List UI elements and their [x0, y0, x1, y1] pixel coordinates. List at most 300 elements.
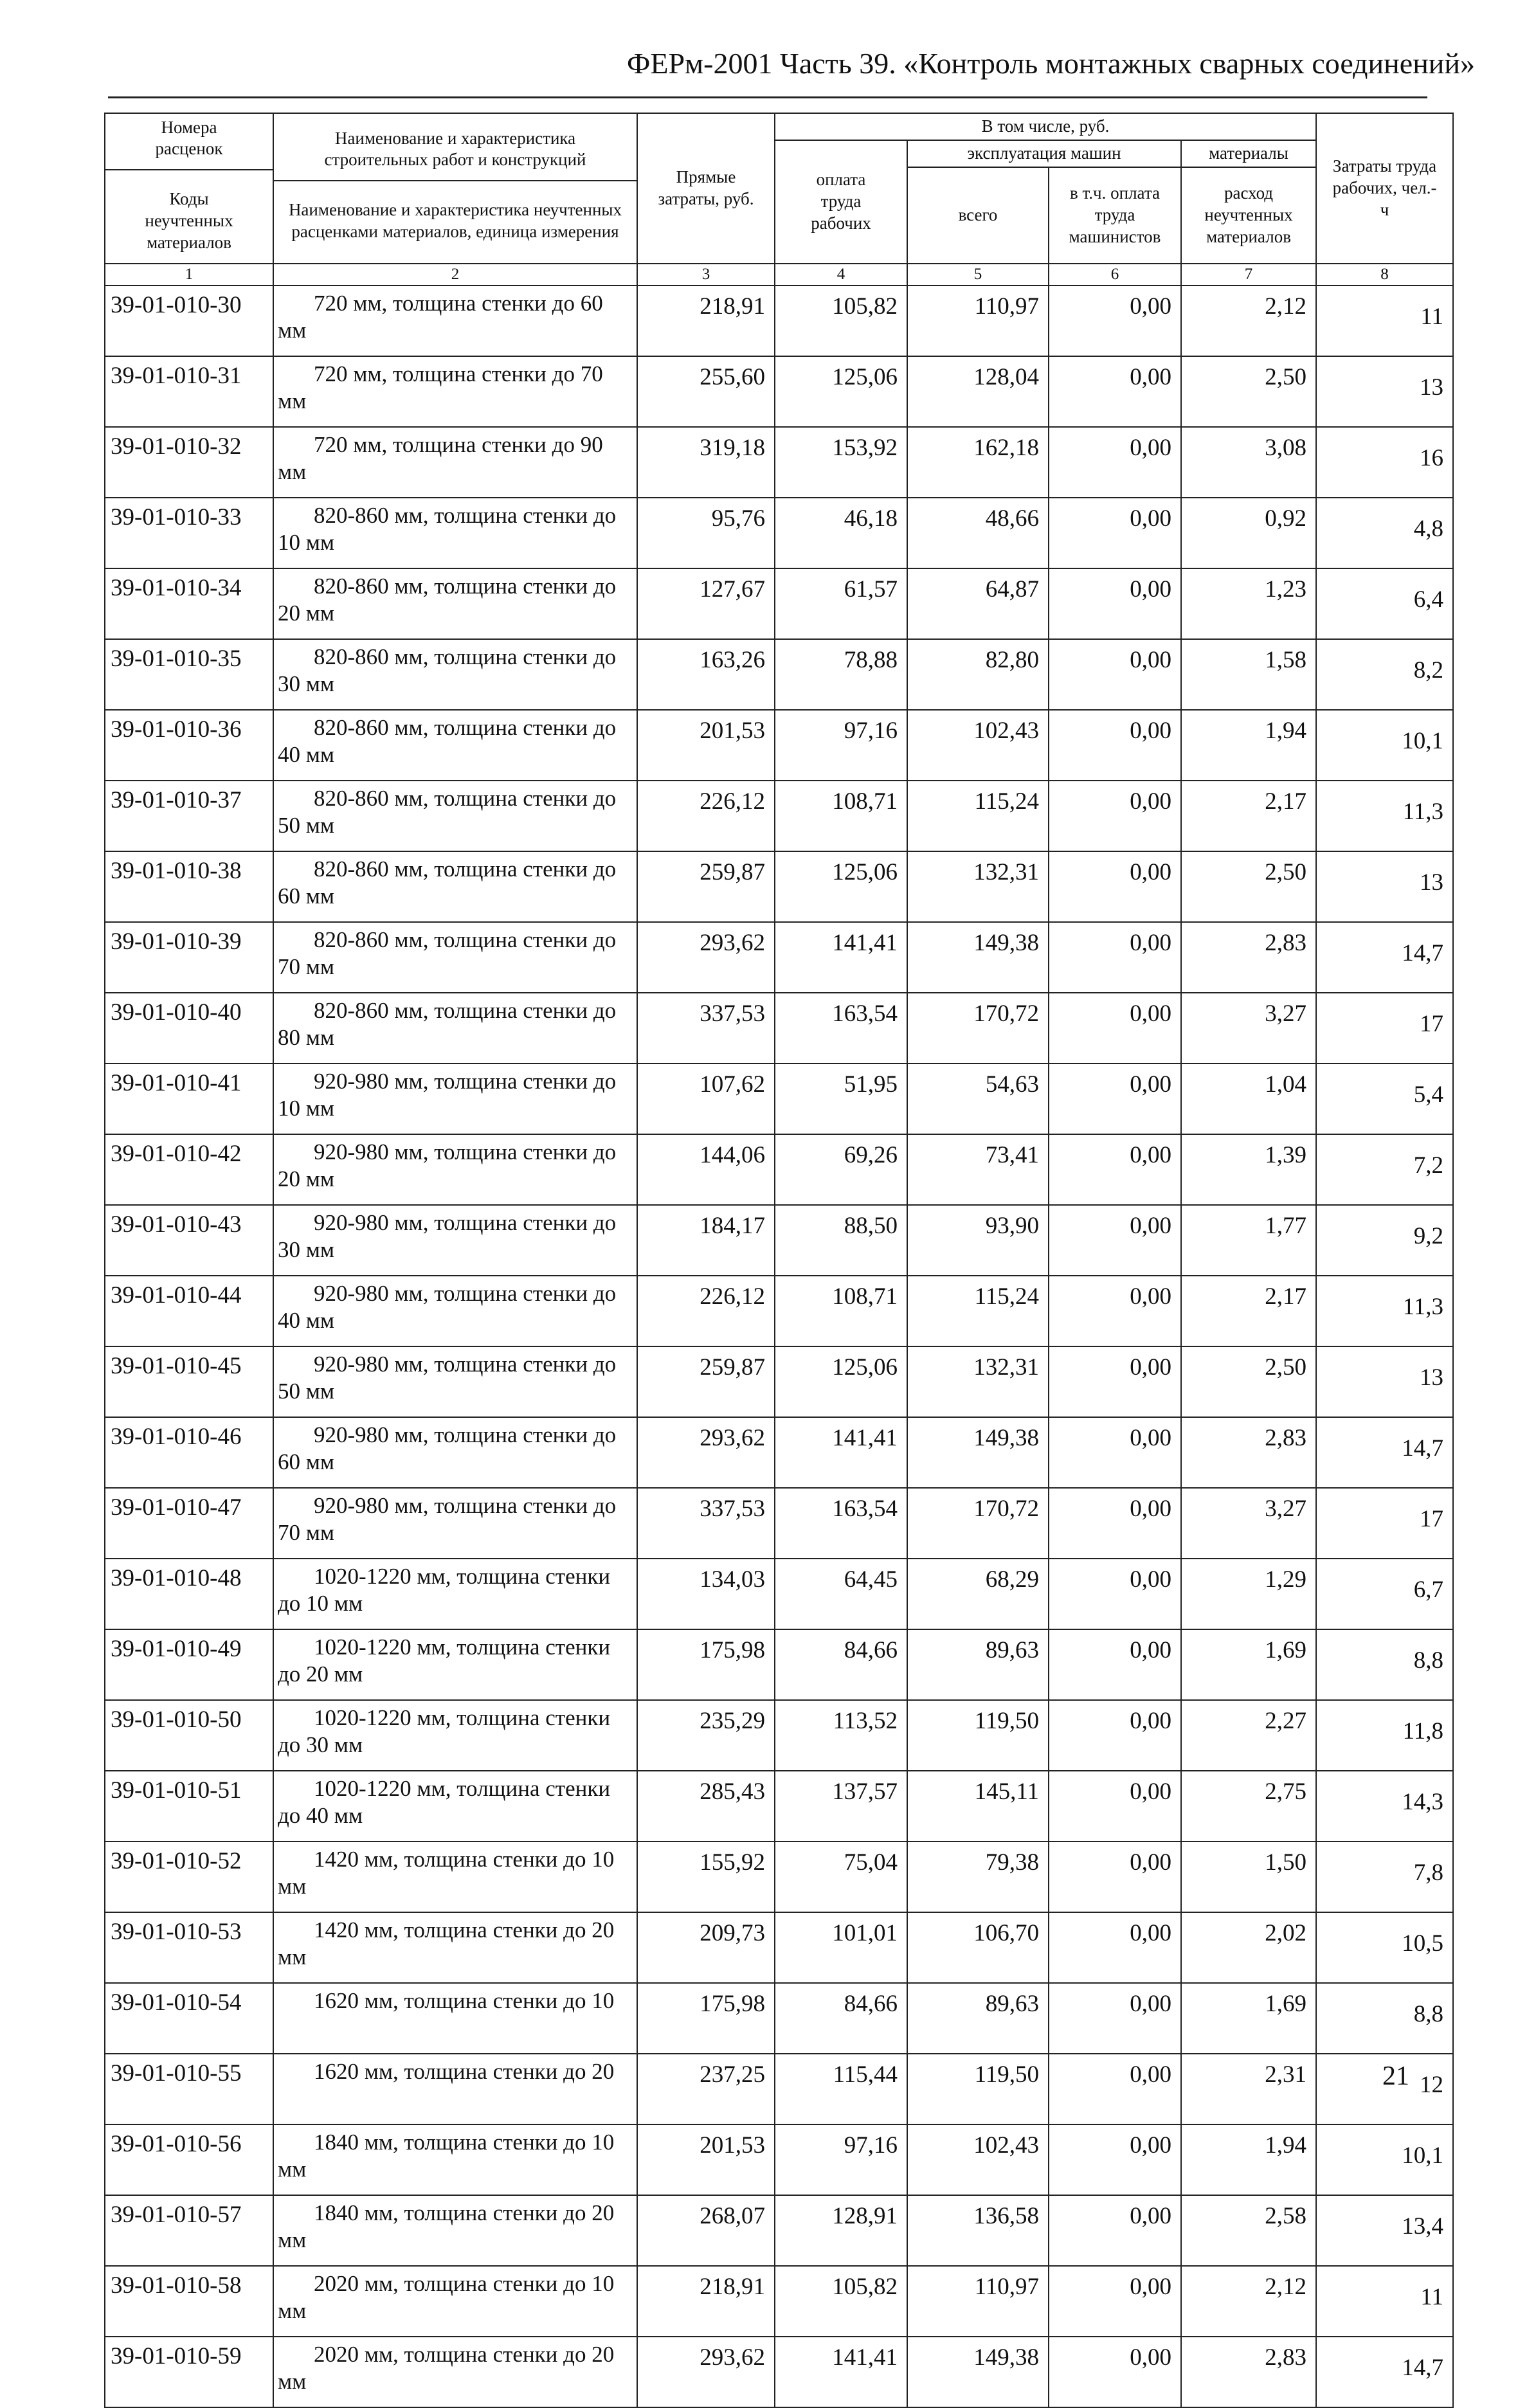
- work-description: 920-980 мм, толщина стенки до 60 мм: [278, 1422, 617, 1474]
- rate-code-cell: 39-01-010-49: [105, 1629, 273, 1700]
- direct-costs-cell: 255,60: [637, 356, 775, 427]
- labor-pay-cell: 88,50: [775, 1205, 907, 1276]
- machines-total-cell: 102,43: [907, 710, 1049, 781]
- work-description-cell: [273, 1205, 637, 1276]
- rate-code-cell: 39-01-010-44: [105, 1276, 273, 1346]
- materials-cell: 2,50: [1181, 356, 1316, 427]
- labor-pay-cell: 115,44: [775, 2054, 907, 2124]
- labor-hours-cell: 14,3: [1316, 1771, 1453, 1842]
- labor-pay-cell: 141,41: [775, 1417, 907, 1488]
- rate-code-cell: 39-01-010-37: [105, 781, 273, 851]
- materials-cell: 2,50: [1181, 1346, 1316, 1417]
- rate-code-cell: 39-01-010-55: [105, 2054, 273, 2124]
- labor-hours-cell: 13: [1316, 1346, 1453, 1417]
- materials-cell: 1,94: [1181, 2124, 1316, 2195]
- materials-cell: 1,04: [1181, 1064, 1316, 1134]
- materials-cell: 2,27: [1181, 1700, 1316, 1771]
- labor-pay-cell: 97,16: [775, 2124, 907, 2195]
- materials-cell: 1,39: [1181, 1134, 1316, 1205]
- labor-hours-cell: 5,4: [1316, 1064, 1453, 1134]
- work-description-cell: [273, 710, 637, 781]
- work-description: 820-860 мм, толщина стенки до 10 мм: [278, 503, 617, 555]
- work-description: 820-860 мм, толщина стенки до 30 мм: [278, 644, 617, 696]
- direct-costs-cell: 235,29: [637, 1700, 775, 1771]
- rate-code-cell: 39-01-010-36: [105, 710, 273, 781]
- direct-costs-cell: 218,91: [637, 285, 775, 356]
- machines-total-cell: 64,87: [907, 568, 1049, 639]
- machinists-pay-cell: 0,00: [1049, 781, 1181, 851]
- direct-costs-cell: 226,12: [637, 1276, 775, 1346]
- work-description-cell: [273, 2337, 637, 2407]
- machines-total-cell: 136,58: [907, 2195, 1049, 2266]
- work-description: 1020-1220 мм, толщина стенки до 30 мм: [278, 1705, 611, 1757]
- direct-costs-cell: 127,67: [637, 568, 775, 639]
- machines-total-cell: 115,24: [907, 1276, 1049, 1346]
- work-description: 1020-1220 мм, толщина стенки до 40 мм: [278, 1776, 611, 1828]
- machinists-pay-cell: 0,00: [1049, 1346, 1181, 1417]
- labor-hours-cell: 7,2: [1316, 1134, 1453, 1205]
- table-row: [105, 1064, 1453, 1134]
- header-rate-numbers: Номера расценок: [105, 117, 273, 171]
- materials-cell: 3,27: [1181, 993, 1316, 1064]
- machinists-pay-cell: 0,00: [1049, 498, 1181, 568]
- materials-cell: 0,92: [1181, 498, 1316, 568]
- machines-total-cell: 132,31: [907, 851, 1049, 922]
- work-description-cell: [273, 1912, 637, 1983]
- machinists-pay-cell: 0,00: [1049, 285, 1181, 356]
- machinists-pay-cell: 0,00: [1049, 1559, 1181, 1629]
- table-row: [105, 851, 1453, 922]
- work-description: 820-860 мм, толщина стенки до 20 мм: [278, 574, 617, 626]
- labor-pay-cell: 46,18: [775, 498, 907, 568]
- machines-total-cell: 149,38: [907, 922, 1049, 993]
- labor-pay-cell: 113,52: [775, 1700, 907, 1771]
- materials-cell: 1,58: [1181, 639, 1316, 710]
- labor-pay-cell: 105,82: [775, 2266, 907, 2337]
- rate-code-cell: 39-01-010-38: [105, 851, 273, 922]
- labor-pay-cell: 97,16: [775, 710, 907, 781]
- work-description: 820-860 мм, толщина стенки до 70 мм: [278, 927, 617, 979]
- machinists-pay-cell: 0,00: [1049, 2054, 1181, 2124]
- direct-costs-cell: 201,53: [637, 710, 775, 781]
- work-description-cell: [273, 568, 637, 639]
- header-codes-cell: [105, 113, 273, 264]
- rate-code-cell: 39-01-010-33: [105, 498, 273, 568]
- machinists-pay-cell: 0,00: [1049, 922, 1181, 993]
- rates-table: [104, 113, 1454, 2408]
- work-description-cell: [273, 1629, 637, 1700]
- labor-pay-cell: 78,88: [775, 639, 907, 710]
- labor-pay-cell: 163,54: [775, 993, 907, 1064]
- materials-cell: 2,83: [1181, 1417, 1316, 1488]
- materials-cell: 2,02: [1181, 1912, 1316, 1983]
- labor-pay-cell: 125,06: [775, 1346, 907, 1417]
- materials-cell: 2,31: [1181, 2054, 1316, 2124]
- direct-costs-cell: 201,53: [637, 2124, 775, 2195]
- work-description-cell: [273, 1417, 637, 1488]
- machinists-pay-cell: 0,00: [1049, 2195, 1181, 2266]
- header-unaccounted-materials: расход неучтенных материалов: [1181, 167, 1316, 264]
- work-description: 720 мм, толщина стенки до 60 мм: [278, 291, 603, 343]
- machines-total-cell: 110,97: [907, 2266, 1049, 2337]
- work-description-cell: [273, 1276, 637, 1346]
- machinists-pay-cell: 0,00: [1049, 1912, 1181, 1983]
- column-number: 6: [1049, 264, 1181, 285]
- materials-cell: 2,17: [1181, 781, 1316, 851]
- work-description-cell: [273, 1488, 637, 1559]
- work-description: 1620 мм, толщина стенки до 20: [314, 2059, 615, 2084]
- machinists-pay-cell: 0,00: [1049, 1629, 1181, 1700]
- column-numbers-row: [105, 264, 1453, 285]
- table-row: [105, 568, 1453, 639]
- table-row: [105, 2266, 1453, 2337]
- header-material-codes: Коды неучтенных материалов: [145, 189, 233, 252]
- rate-code-cell: 39-01-010-40: [105, 993, 273, 1064]
- materials-cell: 1,94: [1181, 710, 1316, 781]
- labor-hours-cell: 8,8: [1316, 1983, 1453, 2054]
- direct-costs-cell: 259,87: [637, 1346, 775, 1417]
- labor-hours-cell: 10,1: [1316, 710, 1453, 781]
- rate-code-cell: 39-01-010-53: [105, 1912, 273, 1983]
- labor-hours-cell: 10,5: [1316, 1912, 1453, 1983]
- labor-hours-cell: 6,7: [1316, 1559, 1453, 1629]
- work-description: 720 мм, толщина стенки до 90 мм: [278, 432, 603, 484]
- machines-total-cell: 170,72: [907, 993, 1049, 1064]
- materials-cell: 2,58: [1181, 2195, 1316, 2266]
- work-description: 920-980 мм, толщина стенки до 30 мм: [278, 1210, 617, 1262]
- machinists-pay-cell: 0,00: [1049, 639, 1181, 710]
- table-row: [105, 1842, 1453, 1912]
- work-description-cell: [273, 2124, 637, 2195]
- column-number: 1: [105, 264, 273, 285]
- machines-total-cell: 110,97: [907, 285, 1049, 356]
- table-row: [105, 922, 1453, 993]
- labor-hours-cell: 13: [1316, 851, 1453, 922]
- labor-pay-cell: 61,57: [775, 568, 907, 639]
- header-machines-group: эксплуатация машин: [907, 140, 1181, 167]
- work-description-cell: [273, 1134, 637, 1205]
- labor-pay-cell: 125,06: [775, 851, 907, 922]
- materials-cell: 2,50: [1181, 851, 1316, 922]
- work-description-cell: [273, 781, 637, 851]
- rate-code-cell: 39-01-010-50: [105, 1700, 273, 1771]
- work-description-cell: [273, 1700, 637, 1771]
- table-row: [105, 639, 1453, 710]
- rate-code-cell: 39-01-010-35: [105, 639, 273, 710]
- machines-total-cell: 68,29: [907, 1559, 1049, 1629]
- labor-pay-cell: 75,04: [775, 1842, 907, 1912]
- work-description: 820-860 мм, толщина стенки до 40 мм: [278, 715, 617, 767]
- labor-hours-cell: 11,3: [1316, 781, 1453, 851]
- work-description-cell: [273, 851, 637, 922]
- direct-costs-cell: 226,12: [637, 781, 775, 851]
- work-description: 2020 мм, толщина стенки до 20 мм: [278, 2342, 615, 2394]
- table-row: [105, 1276, 1453, 1346]
- machinists-pay-cell: 0,00: [1049, 1205, 1181, 1276]
- labor-hours-cell: 4,8: [1316, 498, 1453, 568]
- work-description: 920-980 мм, толщина стенки до 10 мм: [278, 1069, 617, 1121]
- work-description-cell: [273, 1771, 637, 1842]
- direct-costs-cell: 134,03: [637, 1559, 775, 1629]
- column-number: 3: [637, 264, 775, 285]
- rate-code-cell: 39-01-010-59: [105, 2337, 273, 2407]
- work-description-cell: [273, 993, 637, 1064]
- machinists-pay-cell: 0,00: [1049, 568, 1181, 639]
- machinists-pay-cell: 0,00: [1049, 2337, 1181, 2407]
- labor-hours-cell: 14,7: [1316, 922, 1453, 993]
- rate-code-cell: 39-01-010-52: [105, 1842, 273, 1912]
- header-direct-costs: Прямые затраты, руб.: [637, 113, 775, 264]
- work-description-cell: [273, 1983, 637, 2054]
- work-description-cell: [273, 285, 637, 356]
- table-row: [105, 710, 1453, 781]
- machines-total-cell: 145,11: [907, 1771, 1049, 1842]
- machines-total-cell: 119,50: [907, 2054, 1049, 2124]
- table-row: [105, 2054, 1453, 2124]
- work-description: 820-860 мм, толщина стенки до 60 мм: [278, 856, 617, 909]
- labor-hours-cell: 11,3: [1316, 1276, 1453, 1346]
- header-group-including: В том числе, руб.: [775, 113, 1316, 140]
- column-number: 8: [1316, 264, 1453, 285]
- work-description-cell: [273, 2054, 637, 2124]
- rate-code-cell: 39-01-010-32: [105, 427, 273, 498]
- machinists-pay-cell: 0,00: [1049, 1064, 1181, 1134]
- materials-cell: 1,29: [1181, 1559, 1316, 1629]
- table-row: [105, 1771, 1453, 1842]
- direct-costs-cell: 337,53: [637, 1488, 775, 1559]
- machinists-pay-cell: 0,00: [1049, 1488, 1181, 1559]
- labor-pay-cell: 108,71: [775, 1276, 907, 1346]
- direct-costs-cell: 268,07: [637, 2195, 775, 2266]
- table-body: [105, 285, 1453, 2407]
- labor-pay-cell: 108,71: [775, 781, 907, 851]
- table-row: [105, 1700, 1453, 1771]
- work-description: 920-980 мм, толщина стенки до 20 мм: [278, 1139, 617, 1191]
- direct-costs-cell: 293,62: [637, 1417, 775, 1488]
- direct-costs-cell: 155,92: [637, 1842, 775, 1912]
- work-description-cell: [273, 1346, 637, 1417]
- work-description-cell: [273, 1559, 637, 1629]
- machinists-pay-cell: 0,00: [1049, 427, 1181, 498]
- work-description-cell: [273, 498, 637, 568]
- labor-pay-cell: 105,82: [775, 285, 907, 356]
- rate-code-cell: 39-01-010-34: [105, 568, 273, 639]
- table-row: [105, 993, 1453, 1064]
- header-material-names: Наименование и характеристика неучтенных расценками материалов, единица измерения: [288, 200, 622, 241]
- rate-code-cell: 39-01-010-43: [105, 1205, 273, 1276]
- rate-code-cell: 39-01-010-47: [105, 1488, 273, 1559]
- materials-cell: 2,17: [1181, 1276, 1316, 1346]
- labor-pay-cell: 84,66: [775, 1983, 907, 2054]
- table-row: [105, 1205, 1453, 1276]
- table-row: [105, 498, 1453, 568]
- direct-costs-cell: 95,76: [637, 498, 775, 568]
- table-row: [105, 427, 1453, 498]
- labor-hours-cell: 11: [1316, 285, 1453, 356]
- rate-code-cell: 39-01-010-57: [105, 2195, 273, 2266]
- page-number: 21: [1382, 2061, 1409, 2091]
- rate-code-cell: 39-01-010-48: [105, 1559, 273, 1629]
- materials-cell: 2,83: [1181, 922, 1316, 993]
- work-description-cell: [273, 639, 637, 710]
- table-row: [105, 1346, 1453, 1417]
- direct-costs-cell: 237,25: [637, 2054, 775, 2124]
- machines-total-cell: 73,41: [907, 1134, 1049, 1205]
- work-description-cell: [273, 2266, 637, 2337]
- header-machines-total: всего: [907, 167, 1049, 264]
- materials-cell: 2,12: [1181, 285, 1316, 356]
- header-names-cell: [273, 113, 637, 264]
- direct-costs-cell: 175,98: [637, 1983, 775, 2054]
- labor-pay-cell: 163,54: [775, 1488, 907, 1559]
- machinists-pay-cell: 0,00: [1049, 356, 1181, 427]
- labor-pay-cell: 84,66: [775, 1629, 907, 1700]
- machines-total-cell: 128,04: [907, 356, 1049, 427]
- machines-total-cell: 54,63: [907, 1064, 1049, 1134]
- labor-pay-cell: 153,92: [775, 427, 907, 498]
- machinists-pay-cell: 0,00: [1049, 1842, 1181, 1912]
- column-number: 5: [907, 264, 1049, 285]
- labor-hours-cell: 11: [1316, 2266, 1453, 2337]
- column-number: 2: [273, 264, 637, 285]
- column-number: 7: [1181, 264, 1316, 285]
- table-row: [105, 285, 1453, 356]
- table-row: [105, 1912, 1453, 1983]
- labor-pay-cell: 69,26: [775, 1134, 907, 1205]
- direct-costs-cell: 175,98: [637, 1629, 775, 1700]
- work-description: 820-860 мм, толщина стенки до 50 мм: [278, 786, 617, 838]
- rate-code-cell: 39-01-010-51: [105, 1771, 273, 1842]
- rate-code-cell: 39-01-010-54: [105, 1983, 273, 2054]
- table-row: [105, 2124, 1453, 2195]
- header-materials-group: материалы: [1181, 140, 1316, 167]
- machines-total-cell: 79,38: [907, 1842, 1049, 1912]
- direct-costs-cell: 293,62: [637, 2337, 775, 2407]
- direct-costs-cell: 163,26: [637, 639, 775, 710]
- machinists-pay-cell: 0,00: [1049, 1700, 1181, 1771]
- labor-hours-cell: 17: [1316, 993, 1453, 1064]
- header-machinists-pay: в т.ч. оплата труда машинистов: [1049, 167, 1181, 264]
- rate-code-cell: 39-01-010-58: [105, 2266, 273, 2337]
- labor-hours-cell: 17: [1316, 1488, 1453, 1559]
- table-header: [105, 113, 1453, 285]
- table-row: [105, 1629, 1453, 1700]
- work-description: 1840 мм, толщина стенки до 10 мм: [278, 2130, 615, 2182]
- machinists-pay-cell: 0,00: [1049, 993, 1181, 1064]
- header-labor-hours: Затраты труда рабочих, чел.-ч: [1316, 113, 1453, 264]
- materials-cell: 1,50: [1181, 1842, 1316, 1912]
- direct-costs-cell: 184,17: [637, 1205, 775, 1276]
- labor-pay-cell: 64,45: [775, 1559, 907, 1629]
- table-row: [105, 781, 1453, 851]
- materials-cell: 3,08: [1181, 427, 1316, 498]
- materials-cell: 1,69: [1181, 1629, 1316, 1700]
- machines-total-cell: 106,70: [907, 1912, 1049, 1983]
- work-description-cell: [273, 2195, 637, 2266]
- labor-hours-cell: 10,1: [1316, 2124, 1453, 2195]
- rate-code-cell: 39-01-010-42: [105, 1134, 273, 1205]
- machines-total-cell: 119,50: [907, 1700, 1049, 1771]
- direct-costs-cell: 285,43: [637, 1771, 775, 1842]
- work-description: 720 мм, толщина стенки до 70 мм: [278, 361, 603, 413]
- work-description: 1420 мм, толщина стенки до 20 мм: [278, 1917, 615, 1969]
- rate-code-cell: 39-01-010-39: [105, 922, 273, 993]
- header-work-names: Наименование и характеристика строительных работ и конструкций: [274, 128, 637, 182]
- labor-hours-cell: 12: [1316, 2054, 1453, 2124]
- work-description: 1020-1220 мм, толщина стенки до 20 мм: [278, 1634, 611, 1687]
- work-description: 920-980 мм, толщина стенки до 40 мм: [278, 1281, 617, 1333]
- rate-code-cell: 39-01-010-46: [105, 1417, 273, 1488]
- work-description-cell: [273, 922, 637, 993]
- machinists-pay-cell: 0,00: [1049, 1134, 1181, 1205]
- labor-hours-cell: 14,7: [1316, 2337, 1453, 2407]
- machines-total-cell: 48,66: [907, 498, 1049, 568]
- labor-hours-cell: 8,2: [1316, 639, 1453, 710]
- table-row: [105, 1488, 1453, 1559]
- table-row: [105, 1417, 1453, 1488]
- machines-total-cell: 82,80: [907, 639, 1049, 710]
- labor-pay-cell: 141,41: [775, 922, 907, 993]
- machines-total-cell: 149,38: [907, 2337, 1049, 2407]
- labor-hours-cell: 13: [1316, 356, 1453, 427]
- labor-hours-cell: 6,4: [1316, 568, 1453, 639]
- machines-total-cell: 115,24: [907, 781, 1049, 851]
- header-labor-pay: оплата труда рабочих: [775, 140, 907, 264]
- machines-total-cell: 89,63: [907, 1629, 1049, 1700]
- column-number: 4: [775, 264, 907, 285]
- direct-costs-cell: 319,18: [637, 427, 775, 498]
- work-description: 1020-1220 мм, толщина стенки до 10 мм: [278, 1564, 611, 1616]
- rate-code-cell: 39-01-010-30: [105, 285, 273, 356]
- table-row: [105, 1983, 1453, 2054]
- machinists-pay-cell: 0,00: [1049, 2266, 1181, 2337]
- direct-costs-cell: 209,73: [637, 1912, 775, 1983]
- work-description-cell: [273, 1842, 637, 1912]
- direct-costs-cell: 107,62: [637, 1064, 775, 1134]
- labor-hours-cell: 14,7: [1316, 1417, 1453, 1488]
- materials-cell: 1,77: [1181, 1205, 1316, 1276]
- page-title: ФЕРм-2001 Часть 39. «Контроль монтажных сварных соединений»: [627, 47, 1476, 80]
- labor-pay-cell: 125,06: [775, 356, 907, 427]
- labor-hours-cell: 16: [1316, 427, 1453, 498]
- header-divider: [108, 96, 1427, 98]
- work-description: 920-980 мм, толщина стенки до 50 мм: [278, 1352, 617, 1404]
- machines-total-cell: 170,72: [907, 1488, 1049, 1559]
- labor-pay-cell: 128,91: [775, 2195, 907, 2266]
- work-description-cell: [273, 356, 637, 427]
- table-row: [105, 356, 1453, 427]
- machines-total-cell: 102,43: [907, 2124, 1049, 2195]
- machines-total-cell: 89,63: [907, 1983, 1049, 2054]
- rate-code-cell: 39-01-010-31: [105, 356, 273, 427]
- labor-pay-cell: 51,95: [775, 1064, 907, 1134]
- labor-hours-cell: 11,8: [1316, 1700, 1453, 1771]
- table-row: [105, 1559, 1453, 1629]
- work-description: 2020 мм, толщина стенки до 10 мм: [278, 2271, 615, 2323]
- table-row: [105, 2337, 1453, 2407]
- labor-pay-cell: 141,41: [775, 2337, 907, 2407]
- direct-costs-cell: 293,62: [637, 922, 775, 993]
- machines-total-cell: 132,31: [907, 1346, 1049, 1417]
- labor-pay-cell: 137,57: [775, 1771, 907, 1842]
- work-description: 1420 мм, толщина стенки до 10 мм: [278, 1847, 615, 1899]
- table-row: [105, 2195, 1453, 2266]
- machinists-pay-cell: 0,00: [1049, 2124, 1181, 2195]
- materials-cell: 2,12: [1181, 2266, 1316, 2337]
- machines-total-cell: 149,38: [907, 1417, 1049, 1488]
- rate-code-cell: 39-01-010-41: [105, 1064, 273, 1134]
- labor-pay-cell: 101,01: [775, 1912, 907, 1983]
